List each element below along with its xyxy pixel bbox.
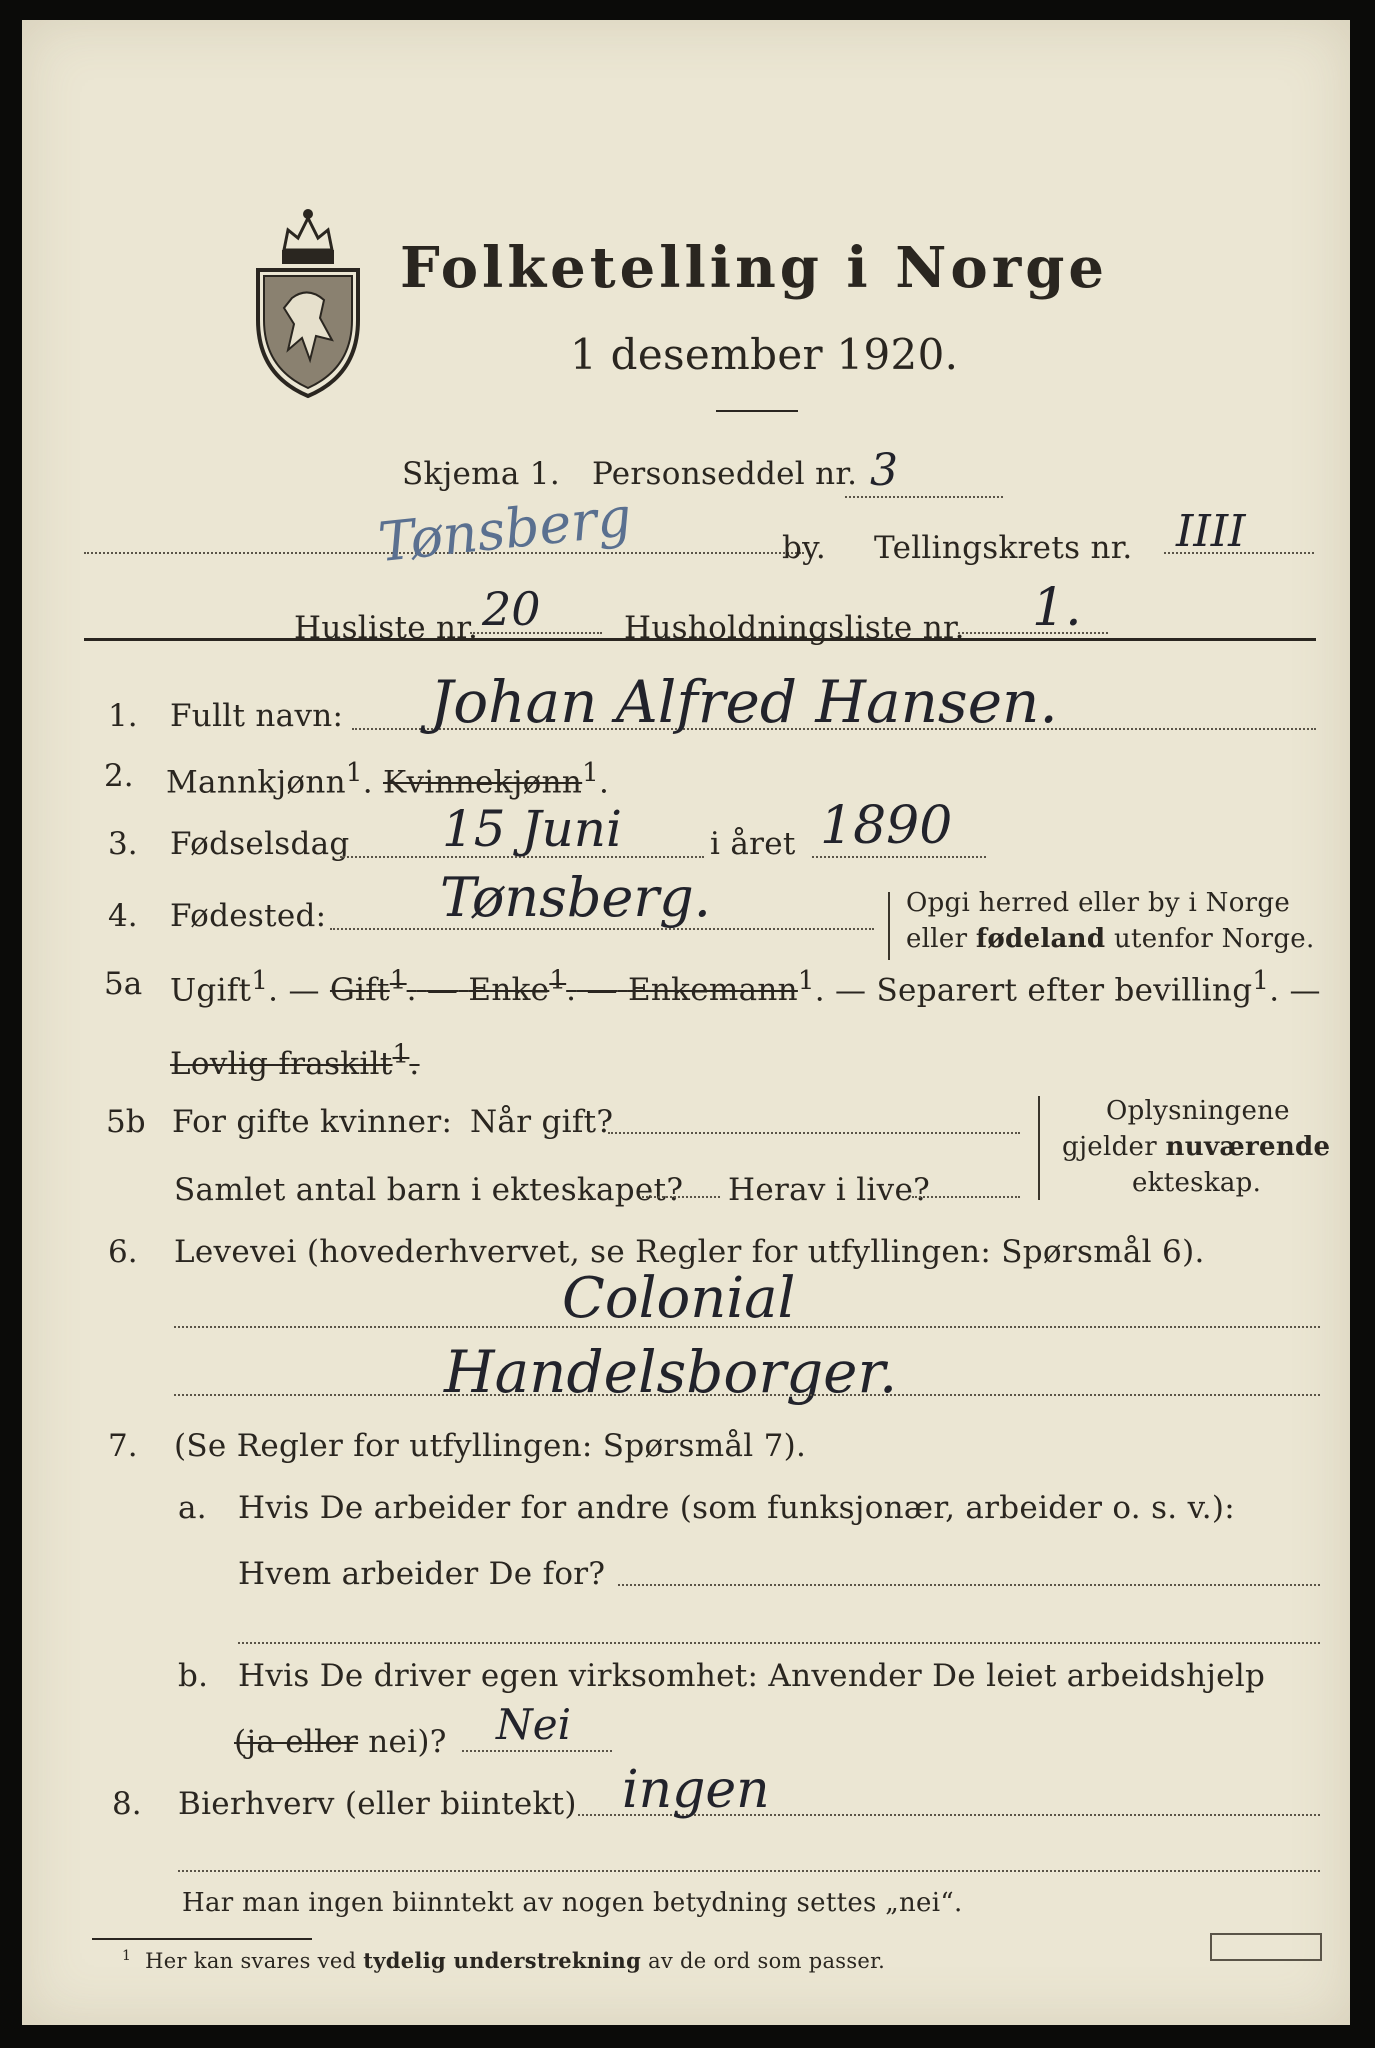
q3-year-label: i året <box>710 826 796 862</box>
q4-note-line2: eller fødeland utenfor Norge. <box>906 924 1315 954</box>
header-divider <box>84 638 1316 641</box>
q7a-sub: Hvem arbeider De for? <box>238 1556 606 1592</box>
q2-number: 2. <box>104 758 134 794</box>
q4-note-brace <box>888 892 890 960</box>
q8-value[interactable]: ingen <box>622 1760 770 1820</box>
q4-note-line1: Opgi herred eller by i Norge <box>906 888 1291 918</box>
husliste-label: Husliste nr. <box>294 610 479 646</box>
q4-number: 4. <box>108 898 138 934</box>
q7b-letter: b. <box>178 1658 209 1694</box>
q5a-ugift[interactable]: Ugift <box>170 972 252 1009</box>
form-date: 1 desember 1920. <box>570 330 959 379</box>
footnote: $^1$ Her kan svares ved tydelig understrekning av de ord som passer. <box>122 1948 886 1973</box>
q6-number: 6. <box>108 1234 138 1270</box>
q5b-note2: gjelder nuværende <box>1062 1132 1331 1162</box>
q5b-note1: Oplysningene <box>1106 1096 1290 1126</box>
q2-options: Mannkjønn$^1$. Kvinnekjønn$^1$. <box>166 758 610 801</box>
q5a-options: Ugift$^1$. — Gift$^1$. — Enke$^1$. — Enkemann$^1$. — Separert efter bevilling$^1$. — <box>170 966 1321 1009</box>
norwegian-coat-of-arms-icon <box>254 200 362 400</box>
husliste-value[interactable]: 20 <box>482 582 541 636</box>
q4-label: Fødested: <box>170 898 327 934</box>
q3-value[interactable]: 15 Juni <box>442 800 622 858</box>
q5a-gift[interactable]: Gift$^1$. — Enke$^1$. — Enkemann <box>329 966 798 1009</box>
by-label: by. <box>782 530 826 566</box>
q5b-note-brace <box>1038 1096 1040 1200</box>
q1-value[interactable]: Johan Alfred Hansen. <box>430 668 1058 736</box>
q5a-fraskilt-row <box>170 1040 420 1082</box>
personseddel-line <box>845 496 1003 498</box>
q5b-barn-label: Samlet antal barn i ekteskapet? <box>174 1172 684 1208</box>
q8-number: 8. <box>112 1786 142 1822</box>
husholdningsliste-value[interactable]: 1. <box>1032 578 1082 638</box>
q3-label: Fødselsdag <box>170 826 350 862</box>
q6-line2 <box>174 1394 1320 1396</box>
q1-number: 1. <box>108 698 138 734</box>
q5b-note3: ekteskap. <box>1132 1168 1262 1198</box>
q3-year-line <box>812 856 986 858</box>
skjema-label: Skjema 1. <box>402 456 560 492</box>
q5b-herav-label: Herav i live? <box>728 1172 931 1208</box>
q6-label: Levevei (hovederhvervet, se Regler for utfyllingen: Spørsmål 6). <box>174 1234 1205 1270</box>
q6-value2[interactable]: Handelsborger. <box>444 1338 898 1406</box>
q5b-barn-line <box>642 1196 720 1198</box>
q7b-answer-row <box>234 1724 447 1760</box>
q8-label: Bierhverv (eller biintekt) <box>178 1786 577 1822</box>
q5b-naar-label: Når gift? <box>470 1104 614 1140</box>
q7b-ja[interactable]: (ja eller <box>234 1724 359 1760</box>
q7b-line <box>462 1750 612 1752</box>
biinntekt-note: Har man ingen biinntekt av nogen betydning settes „nei“. <box>182 1888 963 1918</box>
husholdningsliste-label: Husholdningsliste nr. <box>624 610 965 646</box>
q7b-value[interactable]: Nei <box>496 1700 572 1749</box>
by-value[interactable]: Tønsberg <box>375 484 635 575</box>
q5b-naar-line <box>608 1132 1020 1134</box>
footnote-divider <box>92 1938 312 1940</box>
q5b-number: 5b <box>106 1104 146 1140</box>
q7-number: 7. <box>108 1428 138 1464</box>
q7a-text: Hvis De arbeider for andre (som funksjonær, arbeider o. s. v.): <box>238 1490 1236 1526</box>
q1-label: Fullt navn: <box>170 698 344 734</box>
q2-male[interactable]: Mannkjønn <box>166 764 346 801</box>
q7b-text: Hvis De driver egen virksomhet: Anvender De leiet arbeidshjelp <box>238 1658 1266 1694</box>
q7a-line1 <box>618 1584 1320 1586</box>
q3-number: 3. <box>108 826 138 862</box>
q7a-line2 <box>238 1642 1320 1644</box>
q2-female[interactable]: Kvinnekjønn <box>383 764 583 801</box>
personseddel-value[interactable]: 3 <box>870 445 898 496</box>
q5a-separert[interactable]: Separert efter bevilling <box>876 972 1253 1009</box>
q3-year-value[interactable]: 1890 <box>820 796 953 856</box>
personseddel-label: Personseddel nr. <box>592 456 858 492</box>
q7-label: (Se Regler for utfyllingen: Spørsmål 7). <box>174 1428 807 1464</box>
title-divider <box>716 410 798 412</box>
q7a-letter: a. <box>178 1490 207 1526</box>
q7b-nei[interactable]: nei)? <box>358 1724 447 1760</box>
q5b-herav-line <box>912 1196 1020 1198</box>
q8-line2 <box>178 1870 1320 1872</box>
q4-value[interactable]: Tønsberg. <box>440 866 711 929</box>
form-title: Folketelling i Norge <box>400 235 1109 301</box>
q5b-label: For gifte kvinner: <box>172 1104 453 1140</box>
q6-line1 <box>174 1326 1320 1328</box>
tellingskrets-value[interactable]: IIII <box>1176 506 1246 557</box>
printer-stamp-icon <box>1210 1933 1322 1961</box>
q6-value1[interactable]: Colonial <box>562 1266 796 1331</box>
q5a-fraskilt[interactable]: Lovlig fraskilt$^1$. <box>170 1040 420 1083</box>
census-form <box>22 20 1350 2025</box>
q5a-number: 5a <box>104 966 143 1002</box>
tellingskrets-label: Tellingskrets nr. <box>874 530 1133 566</box>
